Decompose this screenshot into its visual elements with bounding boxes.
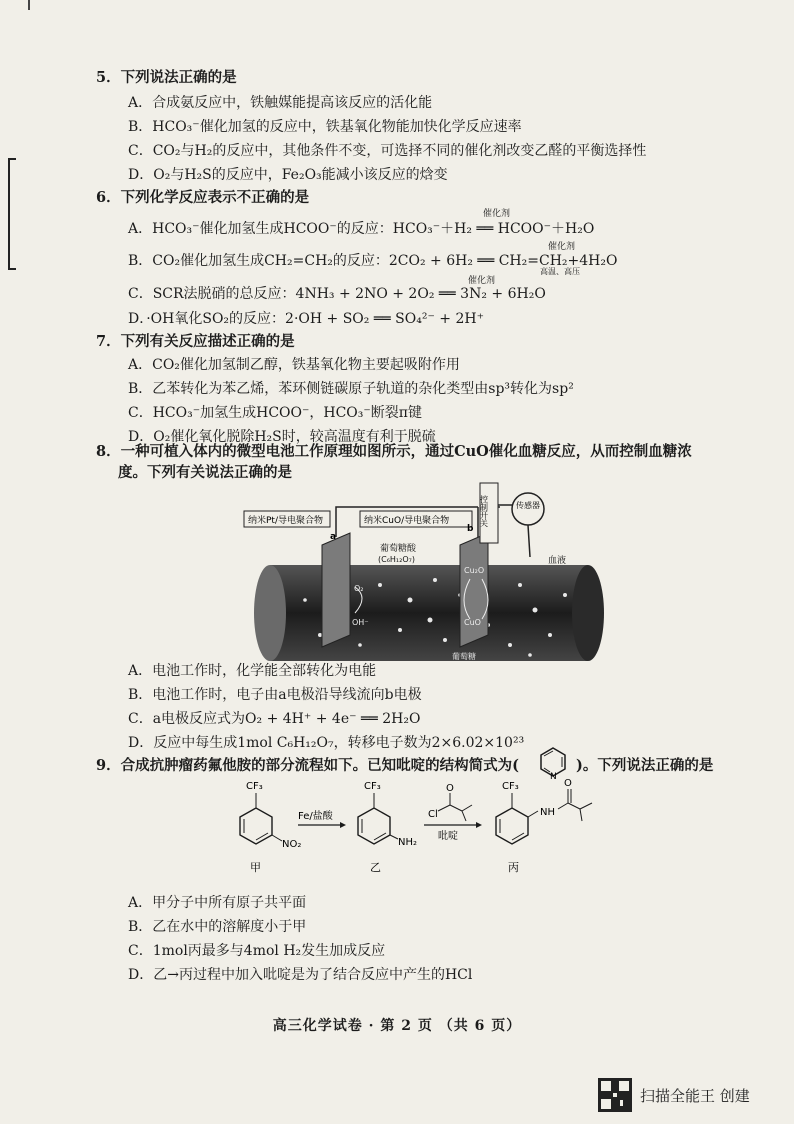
electrode-b	[460, 533, 488, 647]
q7-option-b: B．乙苯转化为苯乙烯，苯环侧链碳原子轨道的杂化类型由sp³转化为sp²	[128, 381, 574, 397]
q6-option-c: C．SCR法脱硝的总反应：4NH₃ + 2NO + 2O₂ ══ 3N₂ + 6H₂O	[128, 286, 546, 302]
q8-stem-line2: 度。下列有关说法正确的是	[118, 464, 292, 481]
q5-option-c: C．CO₂与H₂的反应中，其他条件不变，可选择不同的催化剂改变乙醛的平衡选择性	[128, 143, 647, 159]
acyl-chloride	[428, 783, 472, 821]
blood-vessel	[270, 565, 588, 661]
cuo-label: CuO	[464, 618, 481, 627]
q8-option-a: A．电池工作时，化学能全部转化为电能	[128, 663, 377, 679]
bing-nh: NH	[540, 807, 555, 818]
q8-option-d: D．反应中每生成1mol C₆H₁₂O₇，转移电子数为2×6.02×10²³	[128, 735, 525, 751]
gluconic-formula: (C₆H₁₂O₇)	[378, 555, 415, 564]
label-left: 纳米Pt/导电聚合物	[248, 516, 323, 526]
label-a: a	[330, 532, 337, 542]
page-footer: 高三化学试卷 · 第 2 页 （共 6 页）	[272, 1018, 522, 1034]
compound-jia	[240, 781, 301, 874]
q8-option-b: B．电池工作时，电子由a电极沿导线流向b电极	[128, 687, 422, 703]
margin-bracket	[8, 158, 16, 270]
jia-cf3: CF₃	[246, 781, 263, 792]
sensor-probe	[528, 525, 530, 557]
q8-option-c: C．a电极反应式为O₂ + 4H⁺ + 4e⁻ ══ 2H₂O	[128, 711, 421, 727]
bing-o: O	[564, 778, 572, 789]
reagent-1: Fe/盐酸	[298, 811, 333, 822]
compound-bing	[496, 778, 592, 874]
synthesis-scheme	[210, 775, 600, 885]
q6-b-condition-bottom: 高温、高压	[540, 267, 580, 276]
pyridine-n: N	[550, 772, 557, 779]
qr-code-icon	[598, 1078, 632, 1112]
q6-c-condition: 催化剂	[468, 276, 496, 286]
bing-label: 丙	[508, 861, 519, 874]
q9-stem-end: )。下列说法正确的是	[576, 757, 714, 774]
cu2o-label: Cu₂O	[464, 566, 485, 575]
q7-option-d: D．O₂催化氧化脱除H₂S时，较高温度有利于脱硫	[128, 429, 436, 445]
reagent-2: 吡啶	[438, 831, 458, 842]
q8-stem-line1: 8．一种可植入体内的微型电池工作原理如图所示，通过CuO催化血糖反应，从而控制血糖浓	[96, 443, 692, 460]
electrode-a	[322, 533, 350, 647]
yi-nh2: NH₂	[398, 837, 418, 848]
q5-stem: 5．下列说法正确的是	[96, 69, 237, 86]
arrow-1-head	[340, 822, 346, 828]
sensor-label: 传感器	[516, 501, 540, 510]
q6-b-condition-top: 催化剂	[548, 242, 576, 252]
q7-stem: 7．下列有关反应描述正确的是	[96, 333, 295, 350]
q5-option-a: A．合成氨反应中，铁触媒能提高该反应的活化能	[128, 95, 433, 111]
battery-diagram	[230, 475, 610, 665]
vessel-end-right	[572, 565, 604, 661]
blood-label: 血液	[548, 556, 567, 566]
arrow-2-head	[476, 822, 482, 828]
reagent-cl: Cl	[428, 809, 438, 820]
jia-label: 甲	[250, 861, 261, 874]
label-b: b	[467, 524, 474, 534]
oh-label: OH⁻	[352, 618, 369, 627]
compound-yi	[358, 781, 417, 874]
pyridine-structure	[536, 745, 570, 779]
q6-a-condition: 催化剂	[483, 209, 511, 219]
q5-option-d: D．O₂与H₂S的反应中，Fe₂O₃能减小该反应的焓变	[128, 167, 448, 183]
scanner-watermark	[598, 1075, 750, 1115]
q6-option-a: A．HCO₃⁻催化加氢生成HCOO⁻的反应：HCO₃⁻＋H₂ ══ HCOO⁻＋H₂O	[128, 221, 595, 237]
q7-option-a: A．CO₂催化加氢制乙醇，铁基氧化物主要起吸附作用	[128, 357, 460, 373]
q9-option-d: D．乙→丙过程中加入吡啶是为了结合反应中产生的HCl	[128, 967, 473, 983]
yi-label: 乙	[370, 861, 381, 874]
q5-option-b: B．HCO₃⁻催化加氢的反应中，铁基氧化物能加快化学反应速率	[128, 119, 522, 135]
o2-label: O₂	[354, 584, 364, 593]
vessel-end-left	[254, 565, 286, 661]
gluconic-label: 葡萄糖酸	[380, 544, 417, 554]
q9-option-b: B．乙在水中的溶解度小于甲	[128, 919, 307, 935]
q6-stem: 6．下列化学反应表示不正确的是	[96, 189, 310, 206]
label-right: 纳米CuO/导电聚合物	[364, 516, 450, 526]
yi-cf3: CF₃	[364, 781, 381, 792]
jia-no2: NO₂	[282, 839, 302, 850]
scanner-label: 扫描全能王 创建	[640, 1086, 750, 1105]
q9-stem: 9．合成抗肿瘤药氟他胺的部分流程如下。已知吡啶的结构简式为(	[96, 757, 519, 774]
reagent-o: O	[446, 783, 454, 794]
edge-mark	[28, 0, 30, 10]
q7-option-c: C．HCO₃⁻加氢生成HCOO⁻，HCO₃⁻断裂π键	[128, 405, 422, 421]
glucose-label: 葡萄糖	[452, 652, 476, 661]
q6-option-d: D．·OH氧化SO₂的反应：2·OH + SO₂ ══ SO₄²⁻ + 2H⁺	[128, 311, 484, 327]
q9-option-c: C．1mol丙最多与4mol H₂发生加成反应	[128, 943, 386, 959]
switch-label: 控制开关	[479, 495, 489, 527]
q9-option-a: A．甲分子中所有原子共平面	[128, 895, 307, 911]
bing-cf3: CF₃	[502, 781, 519, 792]
q6-option-b: B．CO₂催化加氢生成CH₂=CH₂的反应：2CO₂ + 6H₂ ══ CH₂=CH₂+4H₂O	[128, 253, 618, 269]
